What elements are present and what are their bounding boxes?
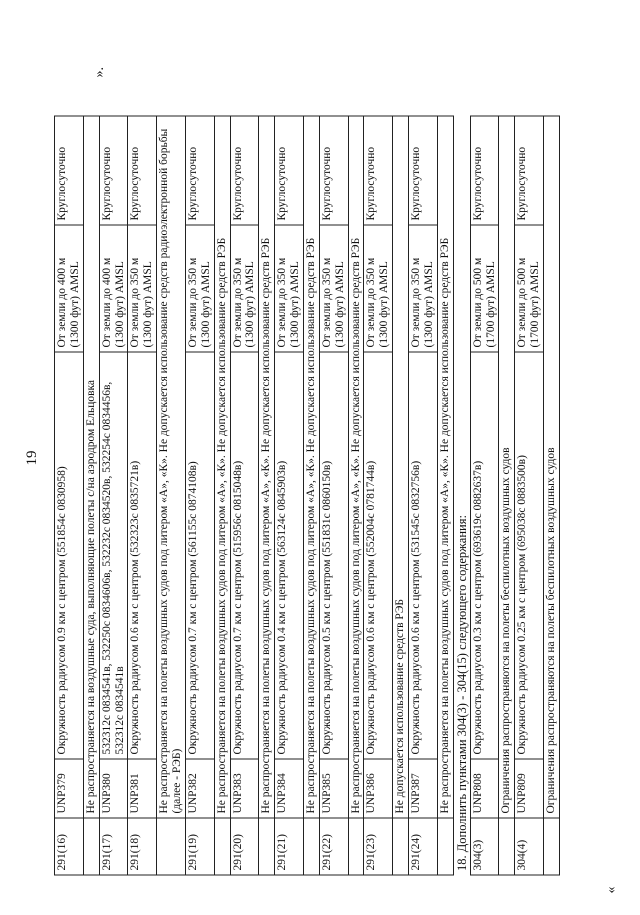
row-number: 304(4) bbox=[515, 818, 544, 875]
zone-description: Окружность радиусом 0.9 км с центром (551854с 0830958) bbox=[55, 352, 84, 759]
table-row bbox=[128, 116, 157, 875]
table-row bbox=[230, 116, 259, 875]
zone-description: Окружность радиусом 0.5 км с центром (551831с 0860150в) bbox=[319, 352, 348, 759]
zone-description: Окружность радиусом 0.6 км с центром (552004с 0781744в) bbox=[364, 352, 393, 759]
table-body bbox=[55, 116, 560, 875]
note-text: Ограничения распространяются на полеты беспилотных воздушных судов bbox=[544, 116, 560, 818]
zone-description: Окружность радиусом 0.4 км с центром (563124с 0845903в) bbox=[275, 352, 304, 759]
note-spacer bbox=[544, 818, 560, 875]
row-number: 291(19) bbox=[185, 818, 214, 875]
note-text: Не допускается использование средств РЭБ bbox=[393, 116, 409, 818]
row-number: 291(22) bbox=[319, 818, 348, 875]
zone-description: Окружность радиусом 0.6 км с центром (531545с 0832756в) bbox=[409, 352, 438, 759]
row-number: 291(16) bbox=[55, 818, 84, 875]
note-text: Ограничения распространяются на полеты беспилотных воздушных судов bbox=[499, 116, 515, 818]
section-row bbox=[453, 116, 470, 875]
time-of-operation: Круглосуточно bbox=[185, 116, 214, 225]
note-row bbox=[544, 116, 560, 875]
row-number: 291(24) bbox=[409, 818, 438, 875]
time-of-operation: Круглосуточно bbox=[230, 116, 259, 225]
note-text: Не распространяется на полеты воздушных судов под литером «А», «К». Не допускается использование средств РЭБ bbox=[348, 116, 364, 818]
table-row bbox=[275, 116, 304, 875]
row-number: 304(3) bbox=[470, 818, 499, 875]
note-row bbox=[303, 116, 319, 875]
note-row bbox=[259, 116, 275, 875]
table-row bbox=[319, 116, 348, 875]
table-row bbox=[99, 116, 128, 875]
altitude-limits: От земли до 400 м (1300 фут) AMSL bbox=[55, 225, 84, 352]
altitude-limits: От земли до 350 м (1300 фут) AMSL bbox=[275, 225, 304, 352]
note-spacer bbox=[348, 818, 364, 875]
note-row bbox=[348, 116, 364, 875]
row-number: 291(18) bbox=[128, 818, 157, 875]
time-of-operation: Круглосуточно bbox=[364, 116, 393, 225]
zone-code: UNP384 bbox=[275, 759, 304, 818]
note-spacer bbox=[259, 818, 275, 875]
note-text: Не распространяется на полеты воздушных судов под литером «А», «К». Не допускается использование средств РЭБ bbox=[437, 116, 453, 818]
note-text: Не распространяется на полеты воздушных судов под литером «А», «К». Не допускается использование средств РЭБ bbox=[303, 116, 319, 818]
table-row bbox=[470, 116, 499, 875]
note-row bbox=[83, 116, 99, 875]
time-of-operation: Круглосуточно bbox=[470, 116, 499, 225]
note-spacer bbox=[437, 818, 453, 875]
table-row bbox=[515, 116, 544, 875]
note-row bbox=[499, 116, 515, 875]
time-of-operation: Круглосуточно bbox=[409, 116, 438, 225]
zone-code: UNP381 bbox=[128, 759, 157, 818]
opening-quote: « bbox=[604, 886, 619, 893]
note-row bbox=[437, 116, 453, 875]
altitude-limits: От земли до 350 м (1300 фут) AMSL bbox=[230, 225, 259, 352]
row-number: 291(17) bbox=[99, 818, 128, 875]
table-row bbox=[55, 116, 84, 875]
time-of-operation: Круглосуточно bbox=[55, 116, 84, 225]
note-row bbox=[214, 116, 230, 875]
note-text: Не распространяется на полеты воздушных судов под литером «А», «К». Не допускается использование средств РЭБ bbox=[259, 116, 275, 818]
note-spacer bbox=[214, 818, 230, 875]
altitude-limits: От земли до 350 м (1300 фут) AMSL bbox=[319, 225, 348, 352]
note-spacer bbox=[157, 818, 186, 875]
zone-description: Окружность радиусом 0.25 км с центром (695038с 0883500в) bbox=[515, 352, 544, 759]
zone-code: UNP382 bbox=[185, 759, 214, 818]
note-row bbox=[157, 116, 186, 875]
zone-description: 532312с 0834541в, 532250с 0834606в, 532232с 0834520в, 532254с 0834456в, 532312с 0834541в bbox=[99, 352, 128, 759]
table-row bbox=[364, 116, 393, 875]
altitude-limits: От земли до 500 м (1700 фут) AMSL bbox=[515, 225, 544, 352]
zone-code: UNP385 bbox=[319, 759, 348, 818]
zone-description: Окружность радиусом 0.3 км с центром (693619с 0882637в) bbox=[470, 352, 499, 759]
zone-description: Окружность радиусом 0.7 км с центром (515956с 0815048в) bbox=[230, 352, 259, 759]
zone-description: Окружность радиусом 0.7 км с центром (561155с 0874108в) bbox=[185, 352, 214, 759]
note-spacer bbox=[499, 818, 515, 875]
table-row bbox=[409, 116, 438, 875]
zone-code: UNP379 bbox=[55, 759, 84, 818]
closing-quote: ». bbox=[92, 66, 107, 77]
zone-code: UNP383 bbox=[230, 759, 259, 818]
zone-code: UNP380 bbox=[99, 759, 128, 818]
altitude-limits: От земли до 400 м (1300 фут) AMSL bbox=[99, 225, 128, 352]
row-number: 291(20) bbox=[230, 818, 259, 875]
zone-code: UNP386 bbox=[364, 759, 393, 818]
zone-code: UNP809 bbox=[515, 759, 544, 818]
row-number: 291(23) bbox=[364, 818, 393, 875]
note-row bbox=[393, 116, 409, 875]
note-text: Не распространяется на полеты воздушных судов под литером «А», «К». Не допускается использование средств РЭБ bbox=[214, 116, 230, 818]
zone-code: UNP808 bbox=[470, 759, 499, 818]
time-of-operation: Круглосуточно bbox=[275, 116, 304, 225]
zone-description: Окружность радиусом 0.6 км с центром (532323с 0835721в) bbox=[128, 352, 157, 759]
time-of-operation: Круглосуточно bbox=[515, 116, 544, 225]
page-number: 19 bbox=[24, 450, 40, 465]
altitude-limits: От земли до 500 м (1700 фут) AMSL bbox=[470, 225, 499, 352]
section-heading: 18. Дополнить пунктами 304(3) - 304(15) следующего содержания: bbox=[453, 116, 470, 875]
altitude-limits: От земли до 350 м (1300 фут) AMSL bbox=[409, 225, 438, 352]
zone-code: UNP387 bbox=[409, 759, 438, 818]
note-spacer bbox=[303, 818, 319, 875]
time-of-operation: Круглосуточно bbox=[99, 116, 128, 225]
note-spacer bbox=[393, 818, 409, 875]
time-of-operation: Круглосуточно bbox=[128, 116, 157, 225]
note-text: Не распространяется на воздушные суда, выполняющие полеты с/на аэродром Ельцовка bbox=[83, 116, 99, 818]
table-row bbox=[185, 116, 214, 875]
altitude-limits: От земли до 350 м (1300 фут) AMSL bbox=[128, 225, 157, 352]
altitude-limits: От земли до 350 м (1300 фут) AMSL bbox=[364, 225, 393, 352]
note-spacer bbox=[83, 818, 99, 875]
restricted-zones-table bbox=[54, 115, 560, 875]
row-number: 291(21) bbox=[275, 818, 304, 875]
note-text: Не распространяется на полеты воздушных судов под литером «А», «К». Не допускается использование средств радиоэлектронной борьбы (далее - РЭБ) bbox=[157, 116, 186, 818]
time-of-operation: Круглосуточно bbox=[319, 116, 348, 225]
altitude-limits: От земли до 350 м (1300 фут) AMSL bbox=[185, 225, 214, 352]
